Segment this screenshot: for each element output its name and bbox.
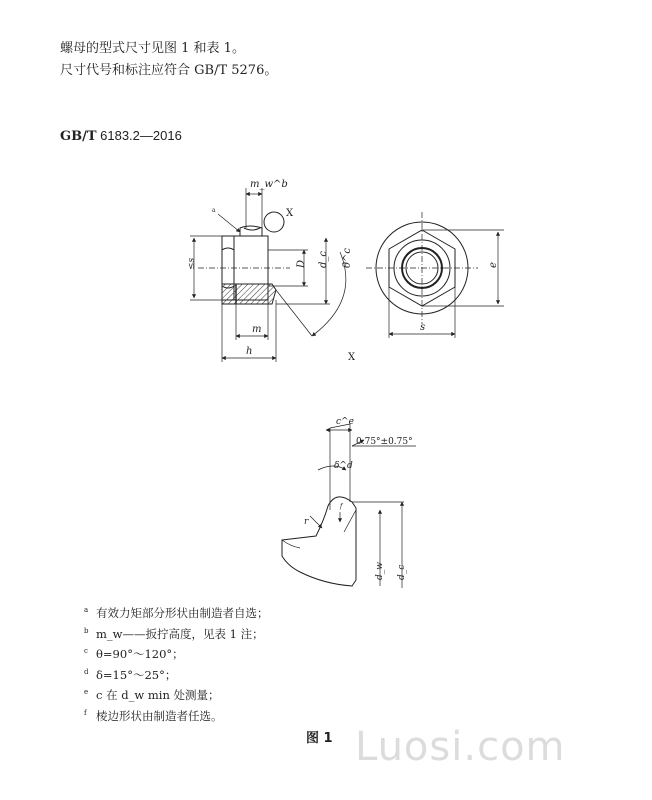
label-D: D: [296, 259, 307, 268]
footnote-b: b m_w——扳拧高度，见表 1 注；: [84, 626, 264, 641]
label-dc: d_c: [318, 250, 329, 268]
footnote-d: d δ=15°～25°；: [84, 667, 177, 682]
top-view-dimensions: [389, 230, 504, 338]
detail-X-view: [282, 424, 404, 586]
standard-prefix: GB/T: [60, 129, 97, 144]
label-e: e: [488, 262, 499, 268]
label-f: f: [340, 503, 343, 510]
detail-X-dimensions: [310, 430, 416, 588]
label-theta: θ^c: [342, 248, 353, 268]
label-s-left: ≤s: [187, 257, 197, 270]
standard-number: 6183.2—2016: [100, 128, 182, 143]
label-c: c^e: [336, 417, 354, 427]
label-s: s: [420, 322, 426, 333]
label-mw: m_w^b: [250, 179, 288, 190]
detail-circle-X: [264, 212, 284, 232]
footnote-a: a 有效力矩部分形状由制造者自选；: [84, 606, 269, 620]
nut-top-view: [366, 212, 478, 324]
label-h: h: [246, 346, 253, 357]
label-dc2: d_c: [397, 564, 407, 580]
figure-caption: 图 1: [306, 731, 333, 746]
label-a: a: [212, 207, 216, 214]
flange-profile: [282, 497, 356, 586]
footnote-e: e c 在 d_w min 处测量；: [84, 688, 220, 702]
footnote-f: f 棱边形状由制造者任选。: [84, 708, 223, 723]
label-X-bottom: X: [348, 352, 356, 363]
footnotes: [84, 604, 269, 727]
label-dw: d_w: [375, 562, 385, 580]
label-X-top: X: [286, 208, 294, 219]
label-r: r: [304, 517, 309, 527]
label-m: m: [252, 324, 262, 335]
detail-X-labels: [304, 417, 413, 580]
intro-line-1: 螺母的型式尺寸见图 1 和表 1。: [60, 41, 245, 56]
label-angle: 0.75°±0.75°: [356, 437, 413, 447]
torque-part: [240, 226, 262, 236]
intro-line-2: 尺寸代号和标注应符合 GB/T 5276。: [60, 63, 278, 78]
label-delta: δ^d: [334, 461, 353, 471]
footnote-c: c θ=90°～120°；: [84, 647, 184, 661]
watermark: Luosi.com: [355, 724, 566, 770]
chamfer-arc-top: [222, 248, 234, 250]
top-view-labels: [420, 262, 499, 333]
side-view-labels: [187, 179, 356, 363]
